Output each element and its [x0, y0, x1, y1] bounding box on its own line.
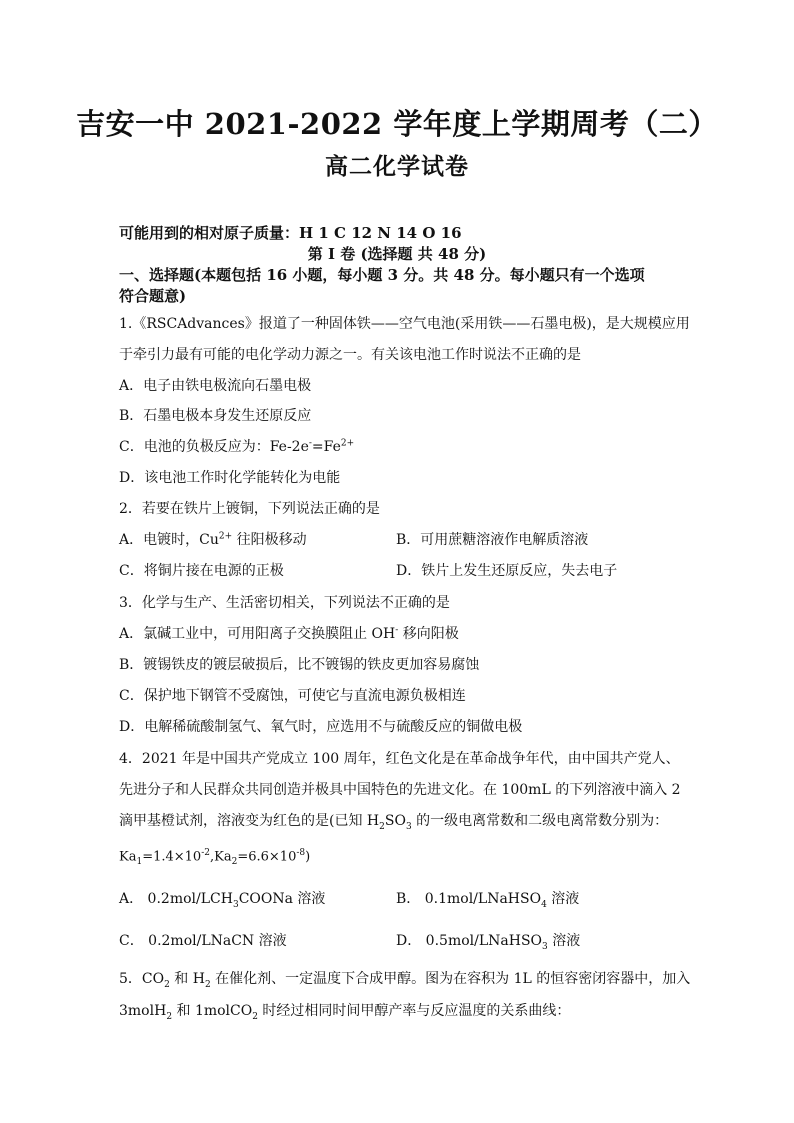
q2-option-b: B．可用蔗糖溶液作电解质溶液: [396, 532, 589, 548]
q4-option-b: [396, 888, 579, 910]
q4-stem-line3-suffix: 的一级电离常数和二级电离常数分别为：: [411, 813, 669, 829]
q4-ka1-label: Ka: [119, 849, 137, 865]
q3-option-a-charge: -: [395, 625, 399, 636]
q2-option-a-suffix: 往阳极移动: [232, 532, 307, 548]
q4-ka1-value: =1.4×10: [142, 849, 202, 865]
exam-subtitle: 高二化学试卷: [325, 153, 469, 180]
q1-option-c-text: C．电池的负极反应为：Fe-2e: [119, 439, 309, 455]
q5-line2-c: 时经过相同时间甲醇产率与反应温度的关系曲线：: [257, 1003, 571, 1019]
q2-option-a-text: A．电镀时，Cu: [119, 532, 219, 548]
q5-h2-sub: 2: [204, 979, 211, 990]
q2-option-a: [119, 529, 307, 549]
q4-ka-values: [119, 848, 310, 867]
q1-option-a: A．电子由铁电极流向石墨电极: [119, 378, 312, 394]
q3-option-a-text: A．氯碱工业中，可用阳离子交换膜阻止 OH: [119, 626, 396, 642]
q4-stem-line3-text: 滴甲基橙试剂，溶液变为红色的是(已知 H: [119, 813, 380, 829]
q3-option-a: [119, 623, 459, 643]
q4-ka2-label: ,Ka: [210, 849, 232, 865]
q1-option-d: D．该电池工作时化学能转化为电能: [119, 470, 341, 486]
q2-option-a-charge: 2+: [218, 531, 233, 542]
q4-so-text: SO: [384, 813, 406, 829]
q2-option-d: D．铁片上发生还原反应，失去电子: [396, 563, 618, 579]
q5-stem-line1: [119, 968, 690, 990]
q4-option-a-text: A． 0.2mol/LCH: [119, 891, 233, 907]
q4-option-a: [119, 888, 325, 910]
q4-option-b-suffix: 溶液: [546, 891, 580, 907]
q1-stem-line1: 1.《RSCAdvances》报道了一种固体铁——空气电池(采用铁——石墨电极)，是大规模应用: [119, 316, 690, 332]
q5-text-a: 5．CO: [119, 971, 165, 987]
exam-title: 吉安一中 2021-2022 学年度上学期周考（二）: [76, 107, 718, 141]
q4-so3-sub: 3: [405, 821, 412, 832]
q2-stem: 2．若要在铁片上镀铜，下列说法正确的是: [119, 501, 380, 517]
q4-ka-close: ): [305, 849, 311, 865]
q5-stem-line2: [119, 1000, 570, 1022]
part-title: 第 I 卷 (选择题 共 48 分): [307, 245, 487, 263]
q5-text-b: 和 H: [169, 971, 205, 987]
q4-option-d-sub: 3: [542, 941, 548, 952]
q4-ka2-exp: -8: [296, 848, 306, 858]
q3-option-d: D．电解稀硫酸制氢气、氧气时，应选用不与硫酸反应的铜做电极: [119, 719, 523, 735]
q4-option-d-text: D． 0.5mol/LNaHSO: [396, 933, 543, 949]
q4-ka2-sub: 2: [231, 856, 238, 867]
q4-option-c: C． 0.2mol/LNaCN 溶液: [119, 933, 287, 949]
q5-text-c: 在催化剂、一定温度下合成甲醇。图为在容积为 1L 的恒容密闭容器中，加入: [210, 971, 691, 987]
q5-co2-sub: 2: [164, 979, 170, 990]
q1-option-c-mid: =Fe: [311, 439, 341, 455]
q4-h2-sub: 2: [379, 821, 385, 832]
q3-option-c: C．保护地下钢管不受腐蚀，可使它与直流电源负极相连: [119, 688, 466, 704]
q3-stem: 3．化学与生产、生活密切相关，下列说法不正确的是: [119, 595, 450, 611]
section-heading-line1: 一、选择题(本题包括 16 小题，每小题 3 分。共 48 分。每小题只有一个选项: [119, 266, 645, 284]
q4-ka1-sub: 1: [136, 856, 143, 867]
q4-option-d: [396, 930, 580, 952]
q1-option-c-charge: 2+: [340, 438, 355, 449]
section-heading-line2: 符合题意): [119, 287, 187, 305]
q5-line2-co2-sub: 2: [252, 1011, 258, 1022]
q5-line2-a: 3molH: [119, 1003, 167, 1019]
q1-option-b: B．石墨电极本身发生还原反应: [119, 408, 312, 424]
q3-option-b: B．镀锡铁皮的镀层破损后，比不镀锡的铁皮更加容易腐蚀: [119, 657, 480, 673]
q4-option-d-suffix: 溶液: [547, 933, 581, 949]
q2-option-c: C．将铜片接在电源的正极: [119, 563, 284, 579]
q1-option-c: [119, 436, 354, 456]
q4-ka2-value: =6.6×10: [237, 849, 297, 865]
q3-option-a-suffix: 移向阳极: [398, 626, 459, 642]
q4-option-b-sub: 4: [541, 899, 547, 910]
q1-stem-line2: 于牵引力最有可能的电化学动力源之一。有关该电池工作时说法不正确的是: [119, 347, 581, 363]
q1-option-c-sup: -: [308, 438, 312, 449]
q4-ka1-exp: -2: [201, 848, 210, 858]
q4-stem-line1: 4．2021 年是中国共产党成立 100 周年，红色文化是在革命战争年代，由中国共产党人、: [119, 751, 680, 767]
q4-stem-line2: 先进分子和人民群众共同创造并极具中国特色的先进文化。在 100mL 的下列溶液中滴入 2: [119, 782, 681, 798]
atomic-mass-note: 可能用到的相对原子质量：H 1 C 12 N 14 O 16: [119, 224, 462, 242]
q4-stem-line3: [119, 810, 668, 832]
q4-option-a-suffix: COONa 溶液: [238, 891, 326, 907]
q5-line2-h2-sub: 2: [166, 1011, 173, 1022]
q4-option-b-text: B． 0.1mol/LNaHSO: [396, 891, 542, 907]
q5-line2-b: 和 1molCO: [172, 1003, 253, 1019]
q4-option-a-sub: 3: [232, 899, 239, 910]
